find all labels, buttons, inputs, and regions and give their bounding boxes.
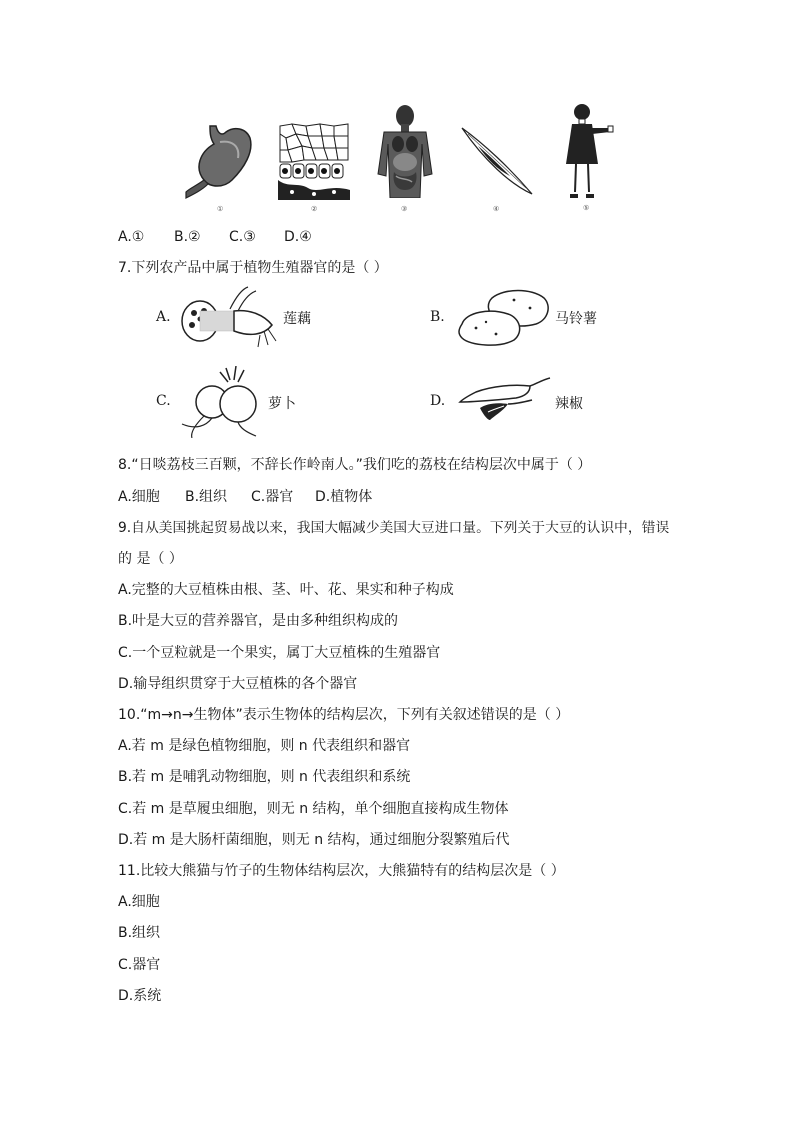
q10-option-b: B.若 m 是哺乳动物细胞，则 n 代表组织和系统 — [118, 769, 411, 785]
human-body-figure — [374, 104, 436, 198]
figure-number-3: ③ — [401, 205, 408, 213]
lotus-root-icon — [180, 285, 280, 351]
q8-option-d: D.植物体 — [315, 489, 373, 505]
q8-option-c: C.器官 — [251, 489, 294, 505]
q11-option-c: C.器官 — [118, 957, 161, 973]
q10-option-c: C.若 m 是草履虫细胞，则无 n 结构，单个细胞直接构成生物体 — [118, 801, 509, 817]
radish-icon — [176, 366, 268, 438]
choice-a-letter: A. — [156, 309, 171, 325]
q11-option-b: B.组织 — [118, 925, 161, 941]
q9-option-b: B.叶是大豆的营养器官，是由多种组织构成的 — [118, 613, 399, 629]
choice-b-label: 马铃薯 — [555, 311, 597, 327]
option-a: A.① — [118, 229, 145, 245]
figure-number-4: ④ — [493, 205, 500, 213]
person-figure — [564, 102, 614, 200]
figure-number-2: ② — [311, 205, 318, 213]
choice-b-letter: B. — [430, 309, 445, 325]
q9-option-a: A.完整的大豆植株由根、茎、叶、花、果实和种子构成 — [118, 582, 454, 598]
choice-d-letter: D. — [430, 393, 446, 409]
option-b: B.② — [174, 229, 201, 245]
q9-option-d: D.输导组织贯穿于大豆植株的各个器官 — [118, 676, 358, 692]
option-d: D.④ — [284, 229, 312, 245]
choice-c-label: 萝卜 — [268, 396, 296, 412]
question-9-stem-line-1: 9.自从美国挑起贸易战以来，我国大幅减少美国大豆进口量。下列关于大豆的认识中，错误 — [118, 520, 670, 536]
choice-c-letter: C. — [156, 393, 171, 409]
q10-option-d: D.若 m 是大肠杆菌细胞，则无 n 结构，通过细胞分裂繁殖后代 — [118, 832, 510, 848]
question-9-stem-line-2: 的 是（ ） — [118, 551, 183, 567]
figure-number-1: ① — [217, 205, 224, 213]
choice-d-label: 辣椒 — [555, 396, 583, 412]
potato-icon — [456, 288, 552, 348]
question-11-stem: 11.比较大熊猫与竹子的生物体结构层次，大熊猫特有的结构层次是（ ） — [118, 863, 565, 879]
option-c: C.③ — [229, 229, 256, 245]
question-7-stem: 7.下列农产品中属于植物生殖器官的是（ ） — [118, 260, 388, 276]
choice-a-label: 莲藕 — [283, 311, 311, 327]
figure-number-5: ⑤ — [583, 204, 590, 212]
chili-pepper-icon — [458, 374, 554, 422]
question-8-stem: 8.“日啖荔枝三百颗，不辞长作岭南人。”我们吃的荔枝在结构层次中属于（ ） — [118, 457, 592, 473]
q11-option-d: D.系统 — [118, 988, 162, 1004]
stomach-figure — [180, 122, 260, 200]
q9-option-c: C.一个豆粒就是一个果实，属丁大豆植株的生殖器官 — [118, 645, 441, 661]
tissue-figure — [278, 122, 350, 200]
muscle-figure — [460, 124, 534, 198]
q10-option-a: A.若 m 是绿色植物细胞，则 n 代表组织和器官 — [118, 738, 411, 754]
q8-option-a: A.细胞 — [118, 489, 160, 505]
q11-option-a: A.细胞 — [118, 894, 160, 910]
question-10-stem: 10.“m→n→生物体”表示生物体的结构层次，下列有关叙述错误的是（ ） — [118, 707, 570, 723]
q8-option-b: B.组织 — [185, 489, 228, 505]
